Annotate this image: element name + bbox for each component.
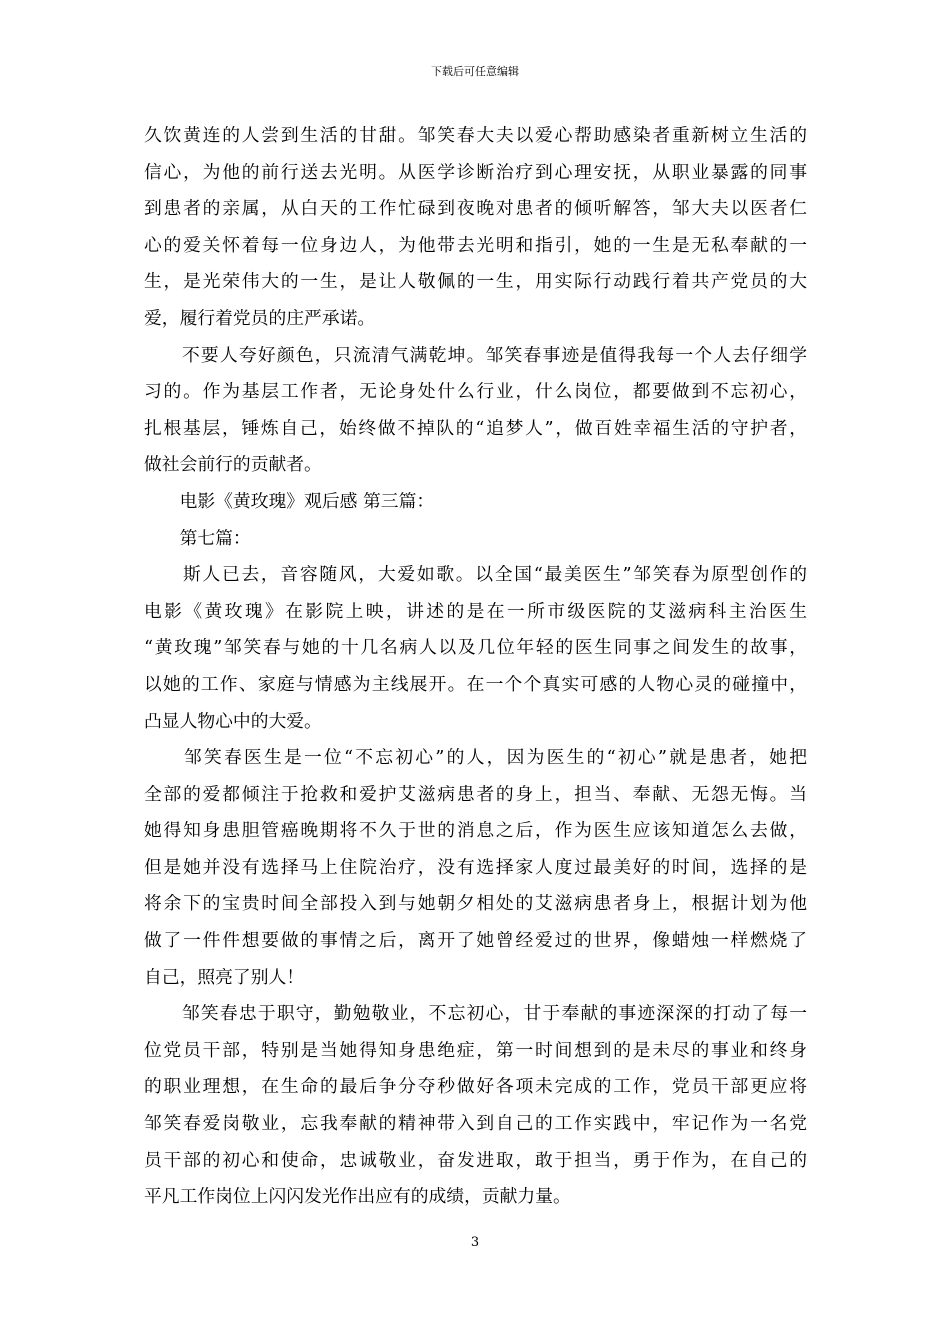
text-line: 但是她并没有选择马上住院治疗，没有选择家人度过最美好的时间，选择的是 bbox=[144, 856, 807, 878]
text-line: 电影《黄玫瑰》观后感 第三篇： bbox=[144, 490, 435, 512]
text-line: 员干部的初心和使命，忠诚敬业，奋发进取，敢于担当，勇于作为，在自己的 bbox=[144, 1149, 807, 1171]
paragraph bbox=[144, 996, 807, 1216]
text-line: 位党员干部，特别是当她得知身患绝症，第一时间想到的是未尽的事业和终身 bbox=[144, 1039, 807, 1061]
section-subheading bbox=[144, 521, 807, 558]
section-heading bbox=[144, 484, 807, 521]
text-line: 斯人已去，音容随风，大爱如歌。以全国“最美医生”邹笑春为原型创作的 bbox=[144, 564, 807, 586]
text-line: 久饮黄连的人尝到生活的甘甜。邹笑春大夫以爱心帮助感染者重新树立生活的 bbox=[144, 125, 807, 146]
header-note: 下载后可任意编辑 bbox=[431, 65, 519, 78]
paragraph bbox=[144, 338, 807, 484]
document-body bbox=[144, 118, 807, 1216]
text-line: 将余下的宝贵时间全部投入到与她朝夕相处的艾滋病患者身上，根据计划为他 bbox=[144, 893, 807, 915]
text-line: 扎根基层，锤炼自己，始终做不掉队的“追梦人”，做百姓幸福生活的守护者， bbox=[144, 417, 807, 439]
text-line: 爱，履行着党员的庄严承诺。 bbox=[144, 307, 376, 329]
text-line: 到患者的亲属，从白天的工作忙碌到夜晚对患者的倾听解答，邹大夫以医者仁 bbox=[144, 198, 807, 220]
page-number bbox=[0, 1235, 950, 1251]
text-line: 平凡工作岗位上闪闪发光作出应有的成绩，贡献力量。 bbox=[144, 1186, 571, 1208]
text-line: 邹笑春忠于职守，勤勉敬业，不忘初心，甘于奉献的事迹深深的打动了每一 bbox=[144, 1003, 807, 1025]
text-line: 的职业理想，在生命的最后争分夺秒做好各项未完成的工作，党员干部更应将 bbox=[144, 1076, 807, 1098]
text-line: 不要人夸好颜色，只流清气满乾坤。邹笑春事迹是值得我每一个人去仔细学 bbox=[144, 344, 807, 366]
text-line: 以她的工作、家庭与情感为主线展开。在一个个真实可感的人物心灵的碰撞中， bbox=[144, 673, 807, 695]
paragraph bbox=[144, 118, 807, 338]
text-line: 全部的爱都倾注于抢救和爱护艾滋病患者的身上，担当、奉献、无怨无悔。当 bbox=[144, 783, 807, 805]
text-line: 电影《黄玫瑰》在影院上映，讲述的是在一所市级医院的艾滋病科主治医生 bbox=[144, 600, 807, 622]
text-line: 心的爱关怀着每一位身边人，为他带去光明和指引，她的一生是无私奉献的一 bbox=[144, 234, 807, 256]
text-line: 她得知身患胆管癌晚期将不久于世的消息之后，作为医生应该知道怎么去做， bbox=[144, 820, 807, 842]
text-line: 习的。作为基层工作者，无论身处什么行业，什么岗位，都要做到不忘初心， bbox=[144, 381, 807, 403]
text-line: 邹笑春爱岗敬业，忘我奉献的精神带入到自己的工作实践中，牢记作为一名党 bbox=[144, 1113, 807, 1135]
text-line: 信心，为他的前行送去光明。从医学诊断治疗到心理安抚，从职业暴露的同事 bbox=[144, 161, 807, 183]
text-line: 做社会前行的贡献者。 bbox=[144, 454, 322, 476]
text-line: 生，是光荣伟大的一生，是让人敬佩的一生，用实际行动践行着共产党员的大 bbox=[144, 271, 807, 293]
text-line: 邹笑春医生是一位“不忘初心”的人，因为医生的“初心”就是患者，她把 bbox=[144, 747, 807, 769]
paragraph bbox=[144, 740, 807, 996]
text-line: 自己，照亮了别人！ bbox=[144, 966, 305, 988]
text-line: 第七篇： bbox=[144, 527, 251, 549]
text-line: 凸显人物心中的大爱。 bbox=[144, 710, 322, 732]
page-number-text: 3 bbox=[470, 1235, 480, 1250]
page-header bbox=[0, 64, 950, 80]
text-line: “黄玫瑰”邹笑春与她的十几名病人以及几位年轻的医生同事之间发生的故事， bbox=[144, 637, 807, 659]
paragraph bbox=[144, 557, 807, 740]
text-line: 做了一件件想要做的事情之后，离开了她曾经爱过的世界，像蜡烛一样燃烧了 bbox=[144, 930, 807, 952]
